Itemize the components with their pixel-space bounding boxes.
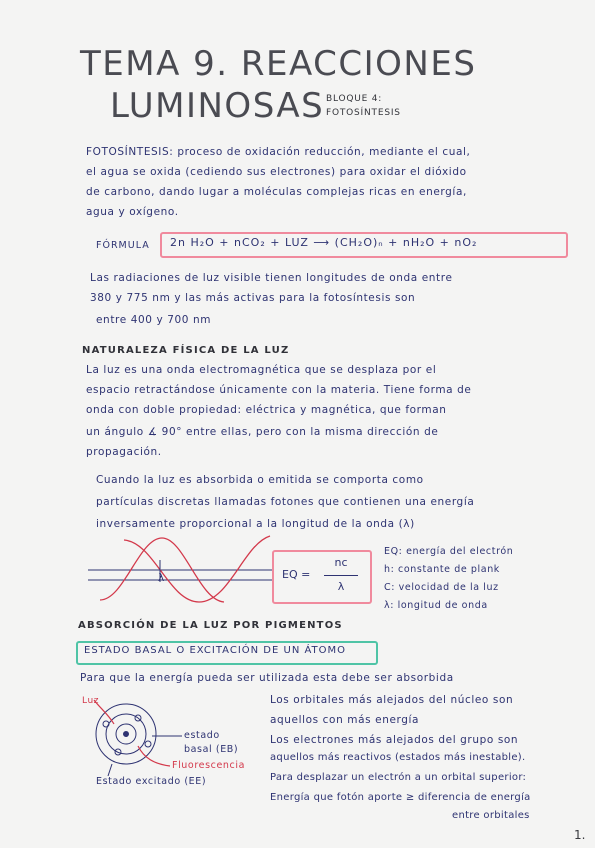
wave-curve-red-2 bbox=[124, 536, 270, 602]
orbitales-line: Energía que fotón aporte ≥ diferencia de energía bbox=[270, 792, 531, 803]
atom-nucleus bbox=[123, 731, 129, 737]
equation-numerator: nc bbox=[334, 556, 348, 569]
atom-basal-label: basal (EB) bbox=[184, 744, 239, 755]
orbitales-line: Los electrones más alejados del grupo son bbox=[270, 734, 519, 746]
radiaciones-line: Las radiaciones de luz visible tienen longitudes de onda entre bbox=[90, 272, 453, 284]
legend-line: C: velocidad de la luz bbox=[384, 582, 499, 593]
atom-luz-label: Luz bbox=[82, 696, 100, 706]
intro-line: de carbono, dando lugar a moléculas complejas ricas en energía, bbox=[86, 186, 467, 198]
equation-fraction-bar bbox=[324, 575, 358, 576]
atom-basal-label: estado bbox=[184, 730, 220, 741]
formula-label: FÓRMULA bbox=[96, 240, 150, 251]
orbitales-line: Para desplazar un electrón a un orbital superior: bbox=[270, 772, 527, 783]
atom-excitado-label: Estado excitado (EE) bbox=[96, 776, 207, 787]
naturaleza-line: La luz es una onda electromagnética que se desplaza por el bbox=[86, 364, 437, 376]
wave-diagram bbox=[84, 530, 274, 610]
legend-line: h: constante de plank bbox=[384, 564, 500, 575]
excitado-pointer bbox=[108, 764, 112, 776]
orbitales-line: aquellos con más energía bbox=[270, 714, 420, 726]
formula-text: 2n H₂O + nCO₂ + LUZ ⟶ (CH₂O)ₙ + nH₂O + nO₂ bbox=[170, 236, 478, 249]
intro-line: FOTOSÍNTESIS: proceso de oxidación reducción, mediante el cual, bbox=[86, 146, 471, 158]
orbitales-line: aquellos más reactivos (estados más inestable). bbox=[270, 752, 526, 763]
naturaleza-line: Cuando la luz es absorbida o emitida se comporta como bbox=[96, 474, 424, 486]
electron bbox=[103, 721, 109, 727]
naturaleza-line: onda con doble propiedad: eléctrica y magnética, que forman bbox=[86, 404, 447, 416]
section-heading-naturaleza: NATURALEZA FÍSICA DE LA LUZ bbox=[82, 345, 290, 356]
section-heading-absorcion: ABSORCIÓN DE LA LUZ POR PIGMENTOS bbox=[78, 620, 343, 631]
page-number: 1. bbox=[574, 828, 586, 842]
equation-lhs: EQ = bbox=[282, 568, 311, 581]
radiaciones-line: entre 400 y 700 nm bbox=[96, 314, 212, 326]
orbitales-line: Los orbitales más alejados del núcleo son bbox=[270, 694, 514, 706]
bloque-topic: FOTOSÍNTESIS bbox=[326, 108, 401, 118]
naturaleza-line: inversamente proporcional a la longitud de la onda (λ) bbox=[96, 518, 415, 530]
naturaleza-line: espacio retractándose únicamente con la materia. Tiene forma de bbox=[86, 384, 472, 396]
legend-line: λ: longitud de onda bbox=[384, 600, 488, 611]
absorcion-line: Para que la energía pueda ser utilizada esta debe ser absorbida bbox=[80, 672, 454, 684]
equation-denominator: λ bbox=[337, 580, 345, 593]
naturaleza-line: un ángulo ∡ 90° entre ellas, pero con la misma dirección de bbox=[86, 426, 439, 438]
wave-lambda-label: λ bbox=[158, 572, 165, 584]
orbitales-line: entre orbitales bbox=[452, 810, 530, 821]
naturaleza-line: propagación. bbox=[86, 446, 162, 458]
legend-line: EQ: energía del electrón bbox=[384, 546, 514, 557]
estado-basal-text: ESTADO BASAL O EXCITACIÓN DE UN ÁTOMO bbox=[84, 645, 347, 656]
radiaciones-line: 380 y 775 nm y las más activas para la fotosíntesis son bbox=[90, 292, 416, 304]
electron bbox=[145, 741, 151, 747]
intro-line: agua y oxígeno. bbox=[86, 206, 179, 218]
intro-line: el agua se oxida (cediendo sus electrones) para oxidar el dióxido bbox=[86, 166, 467, 178]
fluorescence-arrow bbox=[138, 746, 170, 766]
page-title: TEMA 9. REACCIONES bbox=[80, 44, 477, 84]
atom-fluor-label: Fluorescencia bbox=[172, 760, 246, 771]
bloque-label: BLOQUE 4: bbox=[326, 94, 383, 104]
page-title-line2: LUMINOSAS bbox=[110, 86, 325, 126]
naturaleza-line: partículas discretas llamadas fotones que contienen una energía bbox=[96, 496, 475, 508]
